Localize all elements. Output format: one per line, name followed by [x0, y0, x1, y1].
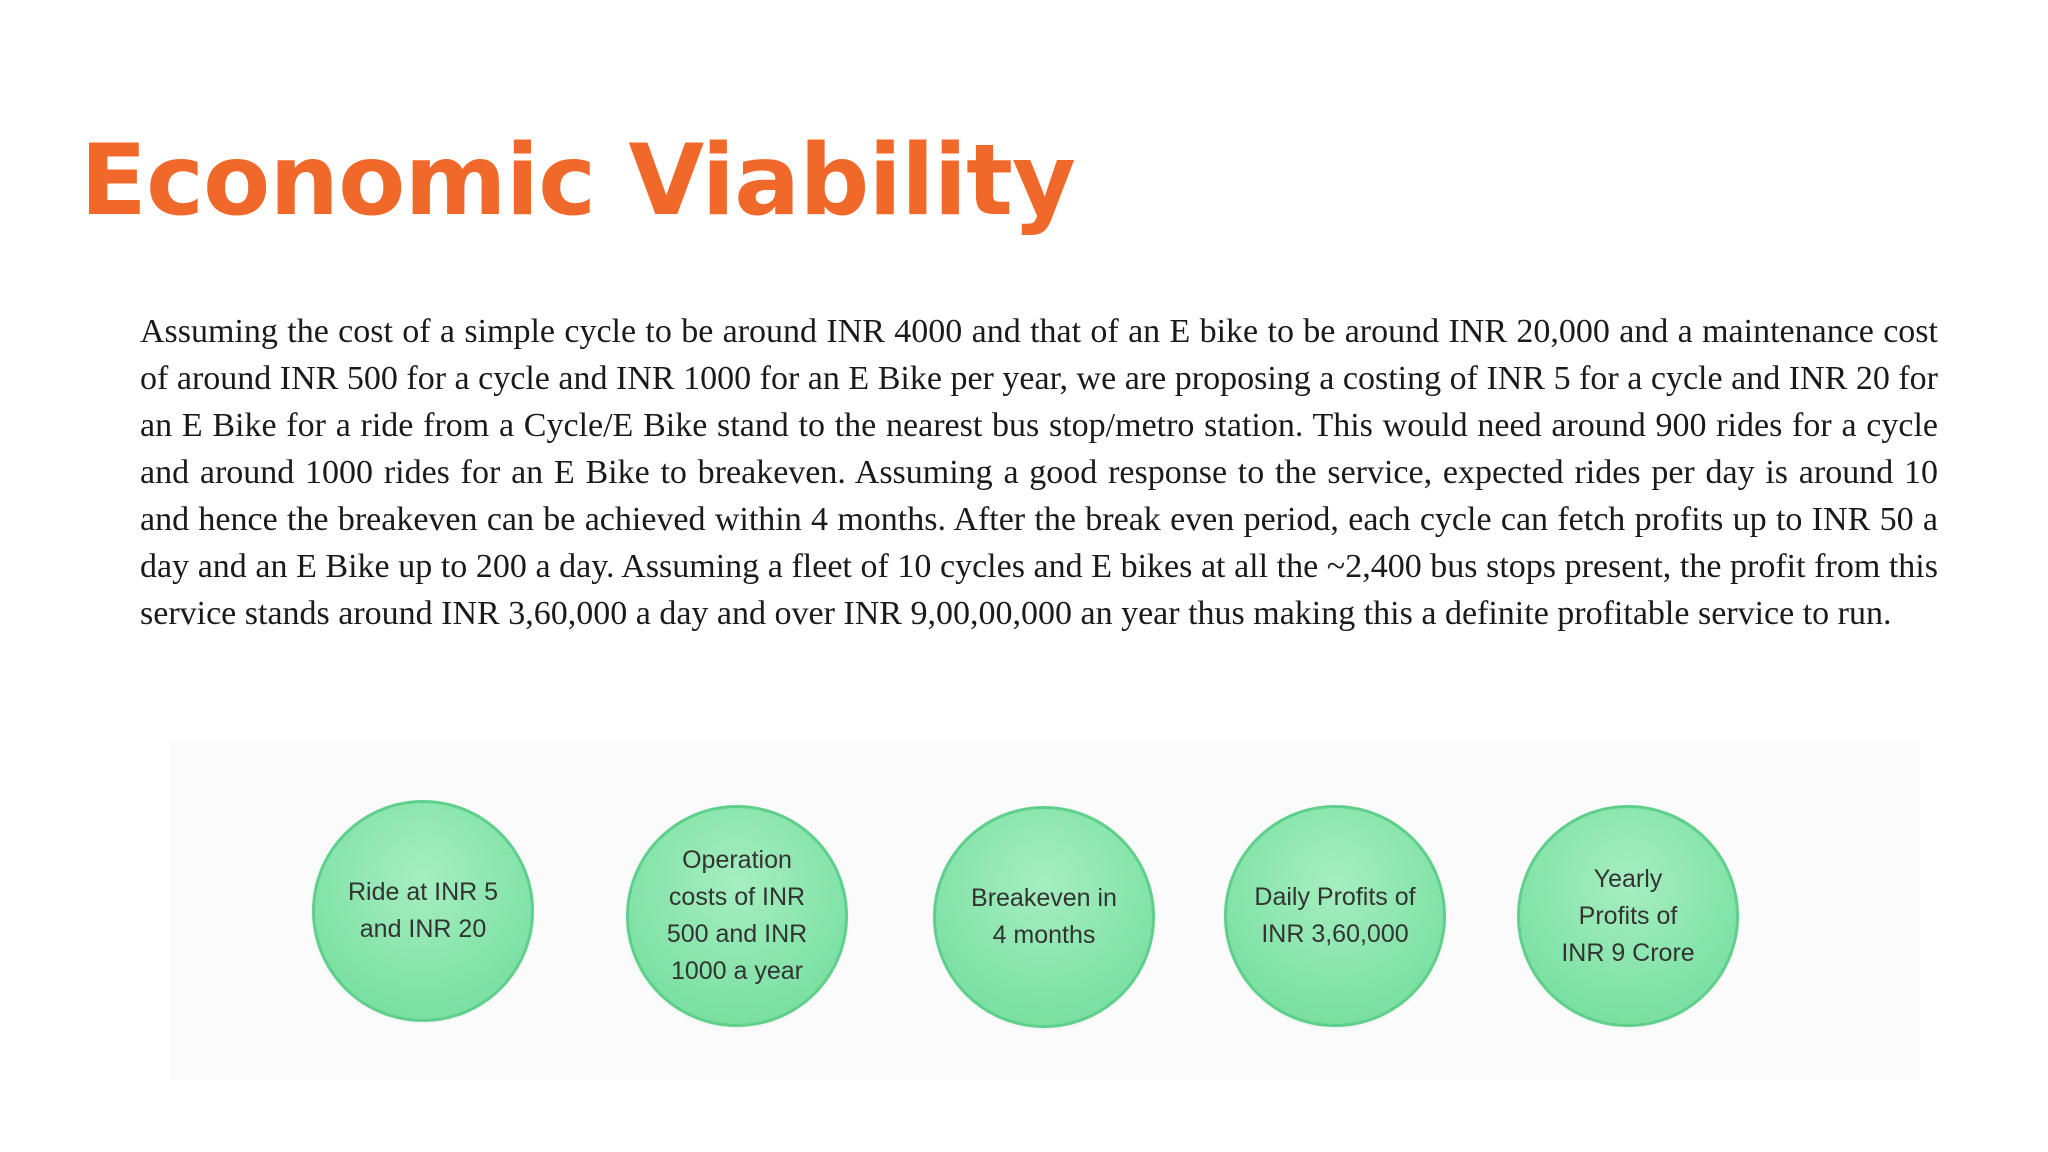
summary-circle-operation-costs [626, 805, 848, 1027]
summary-circle-daily-profits [1224, 805, 1446, 1027]
circle-label: Operation costs of INR 500 and INR 1000 a year [666, 846, 808, 985]
circle-label: Yearly Profits of INR 9 Crore [1561, 864, 1695, 967]
summary-circle-breakeven [933, 806, 1155, 1028]
body-paragraph: Assuming the cost of a simple cycle to be around INR 4000 and that of an E bike to be around INR 20,000 and a maintenance cost of around INR 500 for a cycle and INR 1000 for an E Bike per year, we are proposing a costing of INR 5 for a cycle and INR 20 for an E Bike for a ride from a Cycle/E Bike stand to the nearest bus stop/metro station. This would need around 900 rides for a cycle and around 1000 rides for an E Bike to breakeven. Assuming a good response to the service, expected rides per day is around 10 and hence the breakeven can be achieved within 4 months. After the break even period, each cycle can fetch profits up to INR 50 a day and an E Bike up to 200 a day. Assuming a fleet of 10 cycles and E bikes at all the ~2,400 bus stops present, the profit from this service stands around INR 3,60,000 a day and over INR 9,00,00,000 an year thus making this a definite profitable service to run. [140, 313, 1938, 632]
circle-label: Ride at INR 5 and INR 20 [347, 878, 499, 943]
circle-label: Daily Profits of INR 3,60,000 [1254, 883, 1416, 948]
slide-title: Economic Viability [80, 124, 1075, 238]
circle-label: Breakeven in 4 months [971, 884, 1117, 949]
summary-circle-ride-price [312, 800, 534, 1022]
summary-circle-yearly-profits [1517, 805, 1739, 1027]
